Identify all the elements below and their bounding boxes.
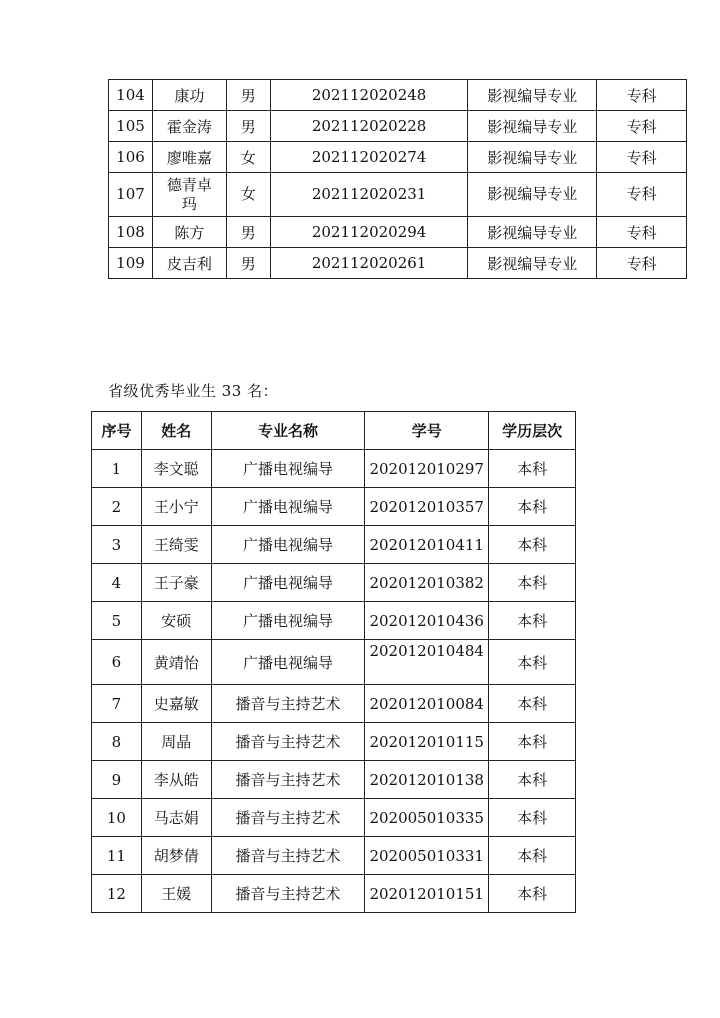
- level-cell: 本科: [489, 450, 576, 488]
- section-caption: 省级优秀毕业生 33 名：: [108, 382, 279, 400]
- name-cell: 霍金涛: [152, 111, 226, 142]
- student-id-cell: 202005010335: [365, 799, 489, 837]
- name-cell: 马志娟: [141, 799, 211, 837]
- seq-cell: 104: [109, 80, 153, 111]
- major-cell: 影视编导专业: [468, 173, 597, 217]
- name-line-2: 玛: [181, 194, 197, 213]
- table-row: [92, 564, 576, 602]
- name-cell: 王小宁: [141, 488, 211, 526]
- seq-cell: 9: [92, 761, 142, 799]
- table-row: [92, 761, 576, 799]
- major-cell: 广播电视编导: [211, 564, 365, 602]
- student-id-cell: 202112020248: [270, 80, 468, 111]
- table-row: [92, 640, 576, 685]
- table-row: [109, 248, 687, 279]
- header-student-id: 学号: [365, 412, 489, 450]
- student-id-cell: 202112020294: [270, 217, 468, 248]
- table-row: [109, 80, 687, 111]
- name-cell: 胡梦倩: [141, 837, 211, 875]
- level-cell: 专科: [597, 248, 687, 279]
- name-cell: 王绮雯: [141, 526, 211, 564]
- student-id-cell: 202112020228: [270, 111, 468, 142]
- student-id-cell: 202112020261: [270, 248, 468, 279]
- table-row: [92, 526, 576, 564]
- table-row: [92, 602, 576, 640]
- provincial-graduates-table: [91, 411, 576, 913]
- major-cell: 播音与主持艺术: [211, 799, 365, 837]
- student-id-cell: 202012010297: [365, 450, 489, 488]
- name-cell: [152, 173, 226, 217]
- seq-cell: 105: [109, 111, 153, 142]
- level-cell: 本科: [489, 837, 576, 875]
- major-cell: 播音与主持艺术: [211, 685, 365, 723]
- major-cell: 广播电视编导: [211, 602, 365, 640]
- name-line-1: 德青卓: [166, 175, 212, 194]
- name-cell: 康功: [152, 80, 226, 111]
- level-cell: 本科: [489, 761, 576, 799]
- name-cell: 李从皓: [141, 761, 211, 799]
- major-cell: 播音与主持艺术: [211, 723, 365, 761]
- major-cell: 影视编导专业: [468, 248, 597, 279]
- major-cell: 广播电视编导: [211, 488, 365, 526]
- seq-cell: 11: [92, 837, 142, 875]
- name-cell: 史嘉敏: [141, 685, 211, 723]
- level-cell: 本科: [489, 602, 576, 640]
- level-cell: 本科: [489, 526, 576, 564]
- gender-cell: 男: [226, 248, 270, 279]
- graduates-table-continued: [108, 79, 687, 279]
- level-cell: 本科: [489, 564, 576, 602]
- header-name: 姓名: [141, 412, 211, 450]
- major-cell: 广播电视编导: [211, 640, 365, 685]
- table-row: [92, 799, 576, 837]
- gender-cell: 女: [226, 142, 270, 173]
- seq-cell: 2: [92, 488, 142, 526]
- seq-cell: 4: [92, 564, 142, 602]
- level-cell: 专科: [597, 173, 687, 217]
- seq-cell: 5: [92, 602, 142, 640]
- level-cell: 本科: [489, 875, 576, 913]
- gender-cell: 男: [226, 80, 270, 111]
- table-row: [92, 837, 576, 875]
- name-cell: 王媛: [141, 875, 211, 913]
- seq-cell: 12: [92, 875, 142, 913]
- seq-cell: 8: [92, 723, 142, 761]
- student-id-cell: 202012010436: [365, 602, 489, 640]
- major-cell: 广播电视编导: [211, 526, 365, 564]
- seq-cell: 106: [109, 142, 153, 173]
- level-cell: 本科: [489, 685, 576, 723]
- table-header-row: [92, 412, 576, 450]
- level-cell: 本科: [489, 640, 576, 685]
- level-cell: 本科: [489, 723, 576, 761]
- level-cell: 本科: [489, 488, 576, 526]
- student-id-cell: 202012010484: [365, 640, 489, 685]
- header-seq: 序号: [92, 412, 142, 450]
- student-id-cell: 202012010151: [365, 875, 489, 913]
- major-cell: 广播电视编导: [211, 450, 365, 488]
- table-row: [109, 217, 687, 248]
- table-row: [92, 875, 576, 913]
- seq-cell: 10: [92, 799, 142, 837]
- student-id-cell: 202112020274: [270, 142, 468, 173]
- seq-cell: 7: [92, 685, 142, 723]
- name-cell: 王子豪: [141, 564, 211, 602]
- major-cell: 影视编导专业: [468, 80, 597, 111]
- level-cell: 专科: [597, 80, 687, 111]
- major-cell: 影视编导专业: [468, 217, 597, 248]
- level-cell: 专科: [597, 142, 687, 173]
- gender-cell: 男: [226, 217, 270, 248]
- gender-cell: 男: [226, 111, 270, 142]
- major-cell: 影视编导专业: [468, 111, 597, 142]
- major-cell: 影视编导专业: [468, 142, 597, 173]
- gender-cell: 女: [226, 173, 270, 217]
- major-cell: 播音与主持艺术: [211, 875, 365, 913]
- name-cell: 黄靖怡: [141, 640, 211, 685]
- seq-cell: 109: [109, 248, 153, 279]
- name-cell: 皮吉利: [152, 248, 226, 279]
- table-row: [92, 723, 576, 761]
- major-cell: 播音与主持艺术: [211, 837, 365, 875]
- major-cell: 播音与主持艺术: [211, 761, 365, 799]
- student-id-cell: 202012010138: [365, 761, 489, 799]
- level-cell: 专科: [597, 217, 687, 248]
- table-row: [92, 685, 576, 723]
- seq-cell: 107: [109, 173, 153, 217]
- name-cell: 周晶: [141, 723, 211, 761]
- name-cell: 安硕: [141, 602, 211, 640]
- seq-cell: 1: [92, 450, 142, 488]
- table-row: [92, 488, 576, 526]
- header-level: 学历层次: [489, 412, 576, 450]
- level-cell: 本科: [489, 799, 576, 837]
- table-row: [109, 173, 687, 217]
- student-id-cell: 202012010084: [365, 685, 489, 723]
- student-id-cell: 202012010115: [365, 723, 489, 761]
- seq-cell: 3: [92, 526, 142, 564]
- seq-cell: 108: [109, 217, 153, 248]
- name-cell: 廖唯嘉: [152, 142, 226, 173]
- seq-cell: 6: [92, 640, 142, 685]
- student-id-cell: 202012010382: [365, 564, 489, 602]
- student-id-cell: 202012010357: [365, 488, 489, 526]
- name-cell: 李文聪: [141, 450, 211, 488]
- name-cell: 陈方: [152, 217, 226, 248]
- table-row: [109, 142, 687, 173]
- level-cell: 专科: [597, 111, 687, 142]
- header-major: 专业名称: [211, 412, 365, 450]
- student-id-cell: 202005010331: [365, 837, 489, 875]
- student-id-cell: 202012010411: [365, 526, 489, 564]
- table-row: [92, 450, 576, 488]
- table-row: [109, 111, 687, 142]
- student-id-cell: 202112020231: [270, 173, 468, 217]
